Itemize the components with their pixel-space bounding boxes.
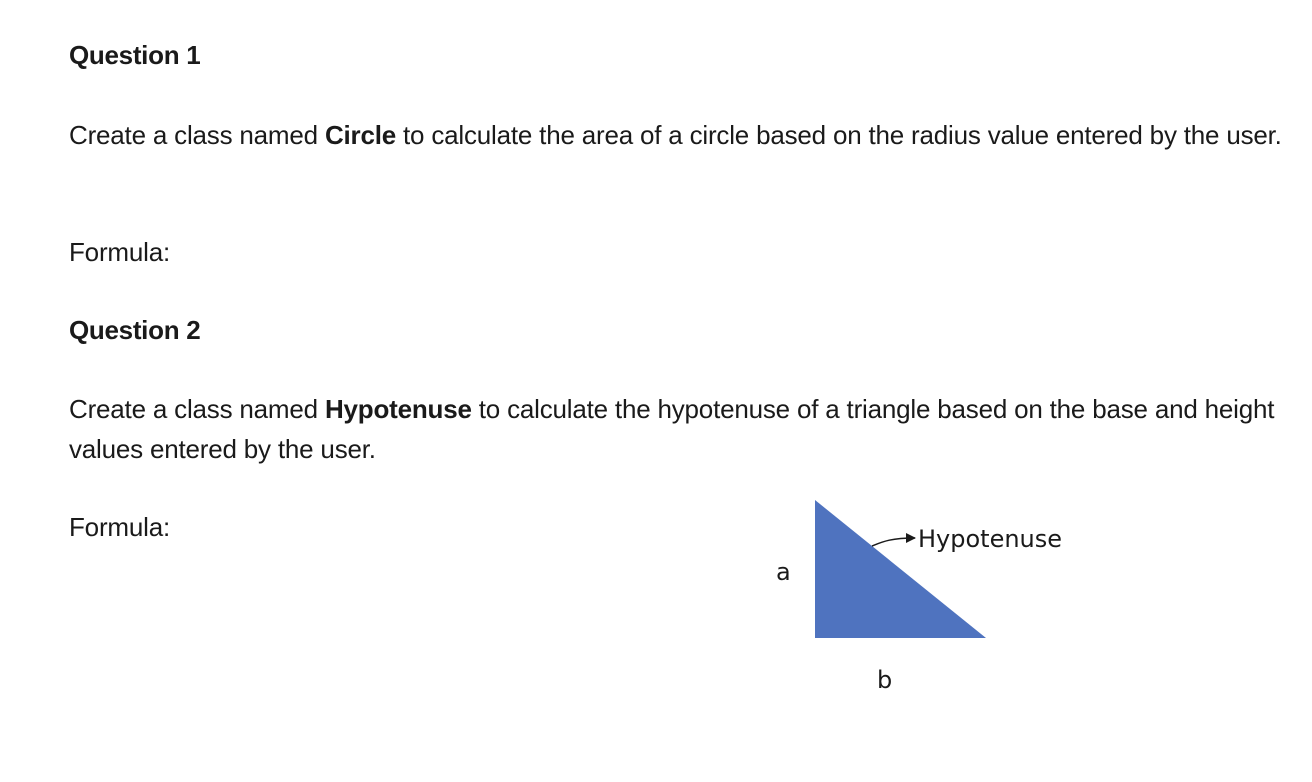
triangle-shape xyxy=(815,500,986,638)
question-2-text-before: Create a class named xyxy=(69,394,325,424)
hypotenuse-arrow xyxy=(872,538,915,546)
question-1-formula-label: Formula: xyxy=(69,237,170,267)
question-1-text-before: Create a class named xyxy=(69,120,325,150)
question-2-text-after: to calculate the hypotenuse of a triangle based on the base and height values entered by the user. xyxy=(69,394,1275,464)
question-1-text-after: to calculate the area of a circle based on the radius value entered by the user. xyxy=(396,120,1282,150)
question-2-text xyxy=(69,389,1284,469)
height-label: a xyxy=(776,558,791,586)
question-1-heading: Question 1 xyxy=(69,40,201,70)
hypotenuse-label: Hypotenuse xyxy=(918,525,1063,553)
question-1-class-name: Circle xyxy=(324,120,396,150)
question-2-heading: Question 2 xyxy=(69,315,201,345)
right-triangle-diagram xyxy=(760,490,1090,710)
triangle-svg xyxy=(760,490,1090,710)
question-2-class-name: Hypotenuse xyxy=(324,394,472,424)
question-2-formula-label: Formula: xyxy=(69,512,170,542)
question-1-text xyxy=(69,115,1284,155)
base-label: b xyxy=(877,666,893,694)
